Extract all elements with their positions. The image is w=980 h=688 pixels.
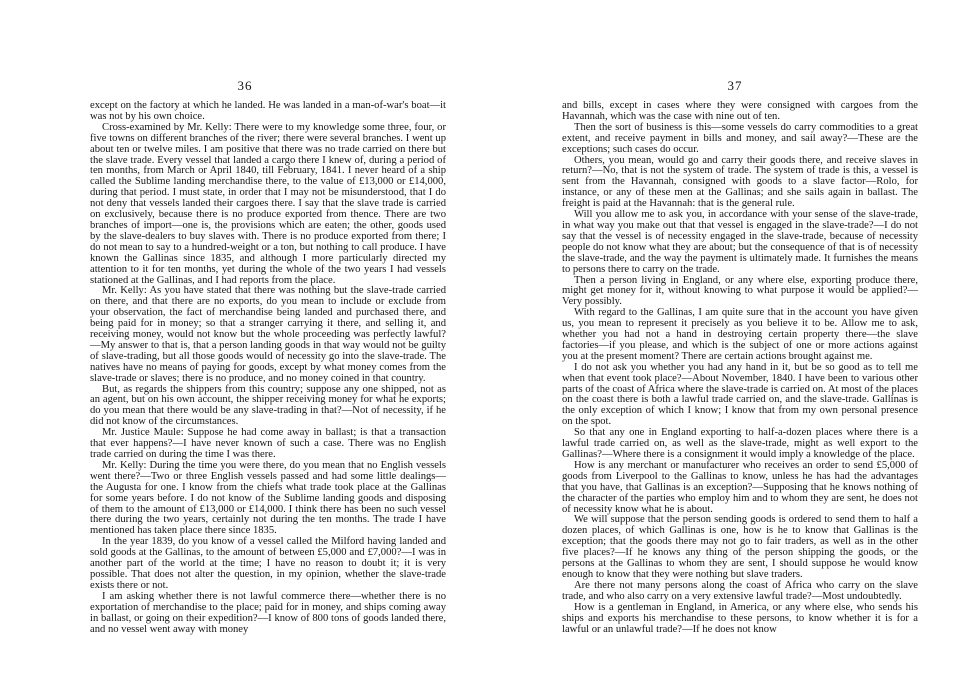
page-number: 36 <box>237 78 253 93</box>
paragraph: In the year 1839, do you know of a vessel called the Milford having landed and sold goods at the Gallinas, to the amount of between £5,000 and £7,000?—I was in another part of the world at the time; I have no reason to doubt it; it is very possible. That does not alter the question, in my opinion, whether the slave-trade exists there or not. <box>90 536 446 591</box>
paragraph: Then a person living in England, or any where else, exporting produce there, might get money for it, without knowing to what purpose it would be applied?—Very possibly. <box>562 274 918 308</box>
paragraph: Are there not many persons along the coast of Africa who carry on the slave trade, and who also carry on a very extensive lawful trade?—Most undoubtedly. <box>562 579 918 602</box>
paragraph: How is a gentleman in England, in America, or any where else, who sends his ships and exports his merchandise to these persons, to know whether it is for a lawful or an unlawful trade?—If he does not know <box>562 601 918 635</box>
paragraph: Then the sort of business is this—some vessels do carry commodities to a great extent, and receive payment in bills and money, and sail away?—These are the exceptions; such cases do occur. <box>562 121 918 155</box>
paragraph: Mr. Kelly: During the time you were there, do you mean that no English vessels went there?—Two or three English vessels passed and had some little dealings—the Augusta for one. I know from the chiefs what trade took place at the Gallinas for some years before. I do not know of the Sublime landing goods and disposing of them to the amount of £13,000 or £14,000. I think there has been no such vessel there during the two years, certainly not during the ten months. The trade I have mentioned has taken place there since 1835. <box>90 459 446 537</box>
paragraph: We will suppose that the person sending goods is ordered to send them to half a dozen places, of which Gallinas is one, how is he to know that Gallinas is the exception; that the goods there may not go to fair traders, as well as in the other five places?—If he knows any thing of the person shipping the goods, or the persons at the Gallinas to whom they are sent, I should suppose he would know enough to know that they were nothing but slave traders. <box>562 514 918 580</box>
paragraph: Will you allow me to ask you, in accordance with your sense of the slave-trade, in what way you make out that that vessel is engaged in the slave-trade?—I do not say that the vessel is of necessity engaged in the slave-trade, because of necessity people do not know what they are about; but the consequence of that is of necessity the slave-trade, and the way the payment is ultimately made. It furnishes the means to persons there to carry on the trade. <box>562 209 918 275</box>
paragraph: So that any one in England exporting to half-a-dozen places where there is a lawful trade carried on, as well as the slave-trade, might as well export to the Gallinas?—Where there is a consignment it would imply a knowledge of the place. <box>562 427 918 460</box>
paragraph: I do not ask you whether you had any hand in it, but be so good as to tell me when that event took place?—About November, 1840. I have been to various other parts of the coast of Africa where the slave-trade is carried on. At most of the places on the coast there is both a lawful trade carried on, and the slave-trade. Gallinas is the only exception of which I know; I know that from my own personal presence on the spot. <box>562 361 918 428</box>
paragraph: With regard to the Gallinas, I am quite sure that in the account you have given us, you mean to represent it precisely as you believe it to be. Allow me to ask, whether you had not a hand in destroying certain property there—the slave factories—if you please, and which is the subject of one or more actions against you at the present moment? There are certain actions brought against me. <box>562 307 918 362</box>
page-number: 37 <box>727 78 743 93</box>
paragraph: How is any merchant or manufacturer who receives an order to send £5,000 of goods from Liverpool to the Gallinas to know, unless he has had the advantages that you have, that Gallinas is an exception?—Supposing that he knows nothing of the character of the parties who employ him and to whom they are sent, he does not of necessity know what he is about. <box>562 459 918 515</box>
paragraph: except on the factory at which he landed. He was landed in a man-of-war's boat—it was not by his own choice. <box>90 100 446 122</box>
paragraph: Mr. Kelly: As you have stated that there was nothing but the slave-trade carried on there, and that there are no exports, do you mean to include or exclude from your observation, the fact of merchandise being landed and purchased there, and being paid for in money; so that a stranger carrying it there, and selling it, and receiving money, would not know but the whole proceeding was perfectly lawful?—My answer to that is, that a person landing goods in that way would not be guilty of slave-trading, but all those goods would of necessity go into the slave-trade. The natives have no means of paying for goods, except by what money comes from the slave-trade or slaves; there is no produce, and no money coined in that country. <box>90 285 446 384</box>
paragraph: But, as regards the shippers from this country; suppose any one shipped, not as an agent, but on his own account, the shipper receiving money for what he exports; do you mean that there would be any slave-trading in that?—Not of necessity, if he did not know of the circumstances. <box>90 383 446 428</box>
paragraph: Others, you mean, would go and carry their goods there, and receive slaves in return?—No, that is not the system of trade. The system of trade is this, a vessel is sent from the Havannah, consigned with goods to a slave factor—Rolo, for instance, or any of these men at the Gallinas; and she sails again in ballast. The freight is paid at the Havannah: that is the general rule. <box>562 154 918 210</box>
paragraph: Cross-examined by Mr. Kelly: There were to my knowledge some three, four, or five towns on different branches of the river; there were several branches. I went up about ten or twelve miles. I am positive that there was no trade carried on there but the slave trade. Every vessel that landed a cargo there I knew of, during a period of ten months, from March or April 1840, till February, 1841. I never heard of a ship called the Sublime landing merchandise there, to the value of £13,000 or £14,000, during that period. I must state, in order that I may not be misunderstood, that I do not deny that vessels landed their cargoes there. I say that the slave trade is carried on exclusively, because there is no produce exported from thence. There are two branches of import—one is, the provisions which are eaten; the other, goods used by the slave-dealers to buy slaves with. There is no produce exported from there; I do not mean to say to a hundred-weight or a ton, but nothing to call produce. I have known the Gallinas since 1835, and although I more particularly directed my attention to it for ten months, yet during the whole of the two years I had vessels stationed at the Gallinas, and I had reports from the place. <box>90 121 446 286</box>
text-column <box>562 101 918 635</box>
paragraph: Mr. Justice Maule: Suppose he had come away in ballast; is that a transaction that ever happens?—I have never known of such a case. There was no English trade carried on during the time I was there. <box>90 427 446 460</box>
paragraph: and bills, except in cases where they were consigned with cargoes from the Havannah, which was the case with nine out of ten. <box>562 100 918 122</box>
paragraph: I am asking whether there is not lawful commerce there—whether there is no exportation of merchandise to the place; paid for in money, and ships coming away in ballast, or going on their expedition?—I know of 800 tons of goods landed there, and no vessel went away with money <box>90 590 446 635</box>
text-column <box>90 101 446 635</box>
right-page <box>490 0 980 688</box>
